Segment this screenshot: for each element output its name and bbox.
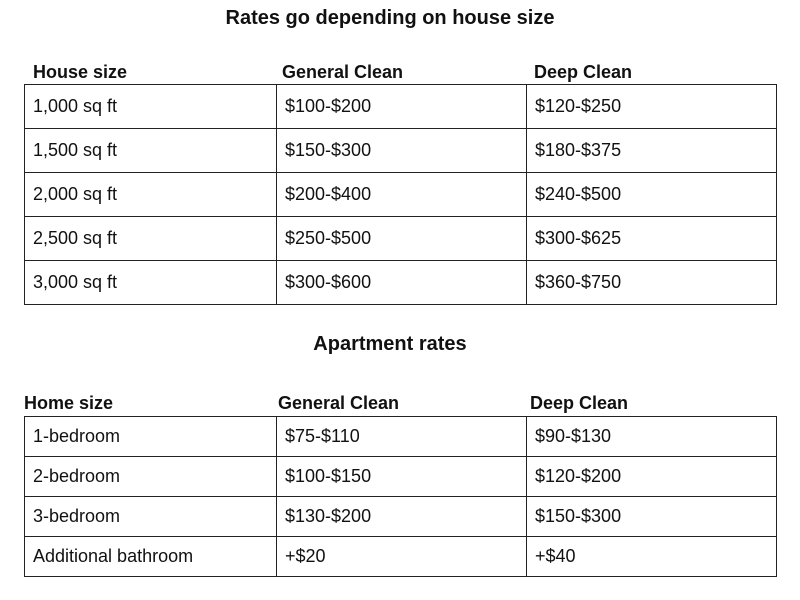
general-clean-cell: +$20 (277, 537, 527, 577)
deep-clean-cell: $300-$625 (527, 217, 777, 261)
house-size-cell: 1,000 sq ft (25, 85, 277, 129)
table-row (25, 261, 777, 305)
table-row (25, 129, 777, 173)
table-row (25, 497, 777, 537)
general-clean-cell: $200-$400 (277, 173, 527, 217)
apartment-general-clean-header: General Clean (278, 393, 400, 413)
apartment-rates-table (24, 416, 777, 577)
deep-clean-cell: $90-$130 (527, 417, 777, 457)
deep-clean-cell: $120-$200 (527, 457, 777, 497)
home-size-cell: 2-bedroom (25, 457, 277, 497)
house-size-cell: 3,000 sq ft (25, 261, 277, 305)
deep-clean-cell: $240-$500 (527, 173, 777, 217)
general-clean-cell: $300-$600 (277, 261, 527, 305)
table-row (25, 85, 777, 129)
house-size-cell: 1,500 sq ft (25, 129, 277, 173)
home-size-header: Home size (24, 393, 114, 413)
deep-clean-cell: $150-$300 (527, 497, 777, 537)
deep-clean-cell: $360-$750 (527, 261, 777, 305)
home-size-cell: 1-bedroom (25, 417, 277, 457)
house-deep-clean-header: Deep Clean (534, 62, 633, 82)
table-row (25, 217, 777, 261)
home-size-cell: 3-bedroom (25, 497, 277, 537)
deep-clean-cell: $180-$375 (527, 129, 777, 173)
deep-clean-cell: +$40 (527, 537, 777, 577)
table-row (25, 537, 777, 577)
table-row (25, 173, 777, 217)
general-clean-cell: $100-$200 (277, 85, 527, 129)
house-rates-title: Rates go depending on house size (225, 7, 555, 29)
house-size-cell: 2,000 sq ft (25, 173, 277, 217)
general-clean-cell: $130-$200 (277, 497, 527, 537)
home-size-cell: Additional bathroom (25, 537, 277, 577)
apartment-rates-title: Apartment rates (313, 333, 467, 355)
table-row (25, 417, 777, 457)
general-clean-cell: $75-$110 (277, 417, 527, 457)
deep-clean-cell: $120-$250 (527, 85, 777, 129)
table-row (25, 457, 777, 497)
apartment-deep-clean-header: Deep Clean (530, 393, 629, 413)
general-clean-cell: $100-$150 (277, 457, 527, 497)
general-clean-cell: $250-$500 (277, 217, 527, 261)
house-size-header: House size (33, 62, 128, 82)
general-clean-cell: $150-$300 (277, 129, 527, 173)
house-general-clean-header: General Clean (282, 62, 404, 82)
house-size-cell: 2,500 sq ft (25, 217, 277, 261)
house-rates-table (24, 84, 777, 305)
